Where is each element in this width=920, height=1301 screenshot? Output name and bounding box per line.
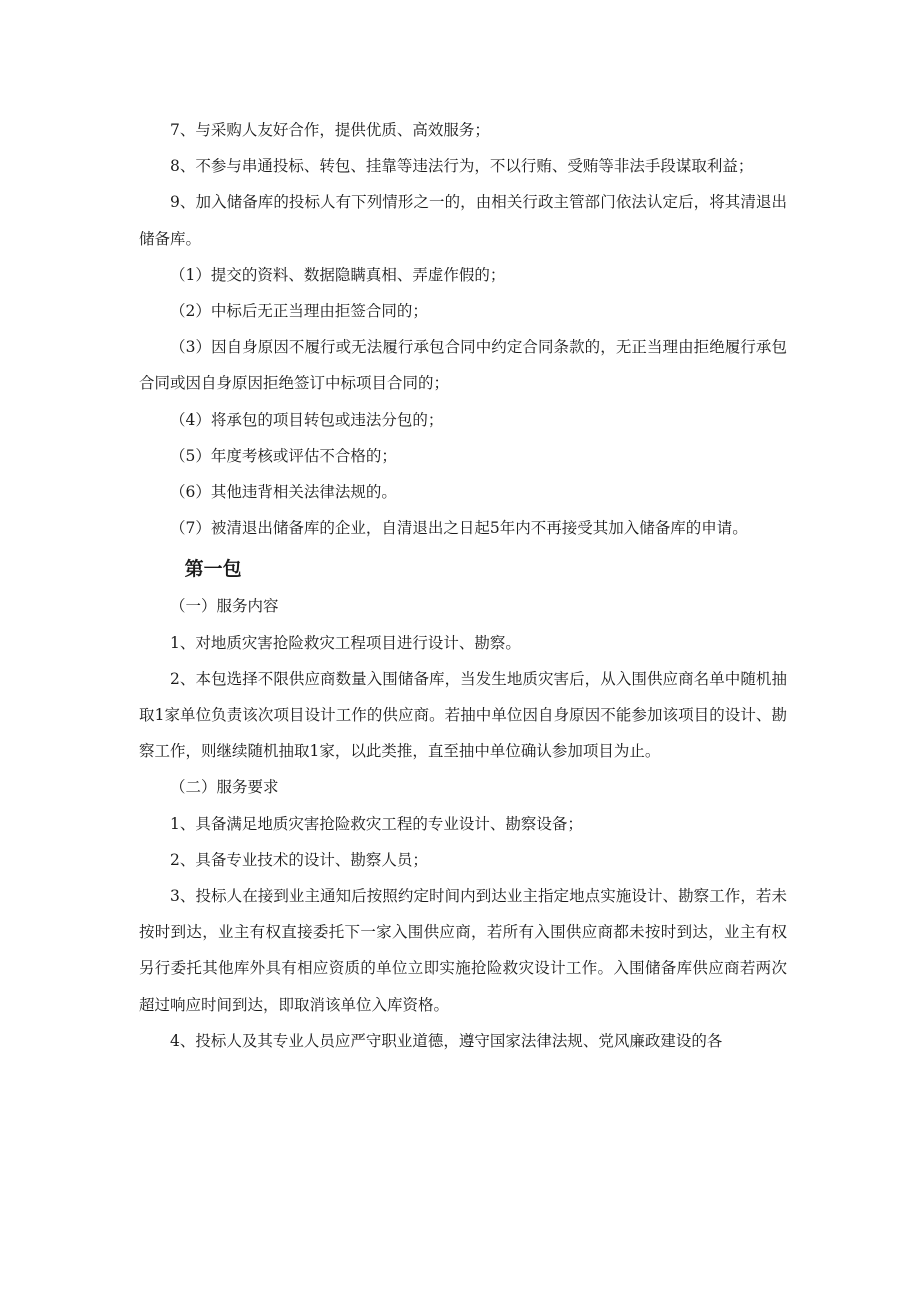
sub-item-3: （3）因自身原因不履行或无法履行承包合同中约定合同条款的，无正当理由拒绝履行承包合同或因自身原因拒绝签订中标项目合同的； [139, 338, 787, 393]
content-item-1: 1、对地质灾害抢险救灾工程项目进行设计、勘察。 [170, 633, 521, 652]
paragraph-9: 9、加入储备库的投标人有下列情形之一的，由相关行政主管部门依法认定后，将其清退出储备库。 [139, 193, 787, 248]
subsection-service-content: （一）服务内容 [170, 597, 279, 616]
subsection-service-requirements: （二）服务要求 [170, 778, 279, 797]
sub-item-1: （1）提交的资料、数据隐瞒真相、弄虚作假的； [170, 265, 506, 284]
paragraph-7: 7、与采购人友好合作，提供优质、高效服务； [170, 121, 490, 139]
content-item-2: 2、本包选择不限供应商数量入围储备库，当发生地质灾害后，从入围供应商名单中随机抽取1家单位负责该次项目设计工作的供应商。若抽中单位因自身原因不能参加该项目的设计、勘察工作，则继续随机抽取1家，以此类推，直至抽中单位确认参加项目为止。 [139, 669, 787, 761]
requirement-item-2: 2、具备专业技术的设计、勘察人员； [170, 850, 428, 869]
document-body [139, 112, 787, 1059]
section-heading: 第一包 [184, 558, 242, 581]
requirement-item-1: 1、具备满足地质灾害抢险救灾工程的专业设计、勘察设备； [170, 814, 583, 833]
sub-item-5: （5）年度考核或评估不合格的； [170, 446, 397, 465]
sub-item-6: （6）其他违背相关法律法规的。 [170, 483, 397, 502]
sub-item-2: （2）中标后无正当理由拒签合同的； [170, 302, 428, 321]
sub-item-7: （7）被清退出储备库的企业，自清退出之日起5年内不再接受其加入储备库的申请。 [170, 519, 748, 538]
requirement-item-3: 3、投标人在接到业主通知后按照约定时间内到达业主指定地点实施设计、勘察工作，若未按时到达，业主有权直接委托下一家入围供应商，若所有入围供应商都未按时到达，业主有权另行委托其他库外具有相应资质的单位立即实施抢险救灾设计工作。入围储备库供应商若两次超过响应时间到达，即取消该单位入库资格。 [139, 887, 787, 1014]
sub-item-4: （4）将承包的项目转包或违法分包的； [170, 410, 444, 429]
requirement-item-4: 4、投标人及其专业人员应严守职业道德，遵守国家法律法规、党风廉政建设的各 [170, 1031, 723, 1050]
paragraph-8: 8、不参与串通投标、转包、挂靠等违法行为，不以行贿、受贿等非法手段谋取利益； [170, 157, 754, 176]
